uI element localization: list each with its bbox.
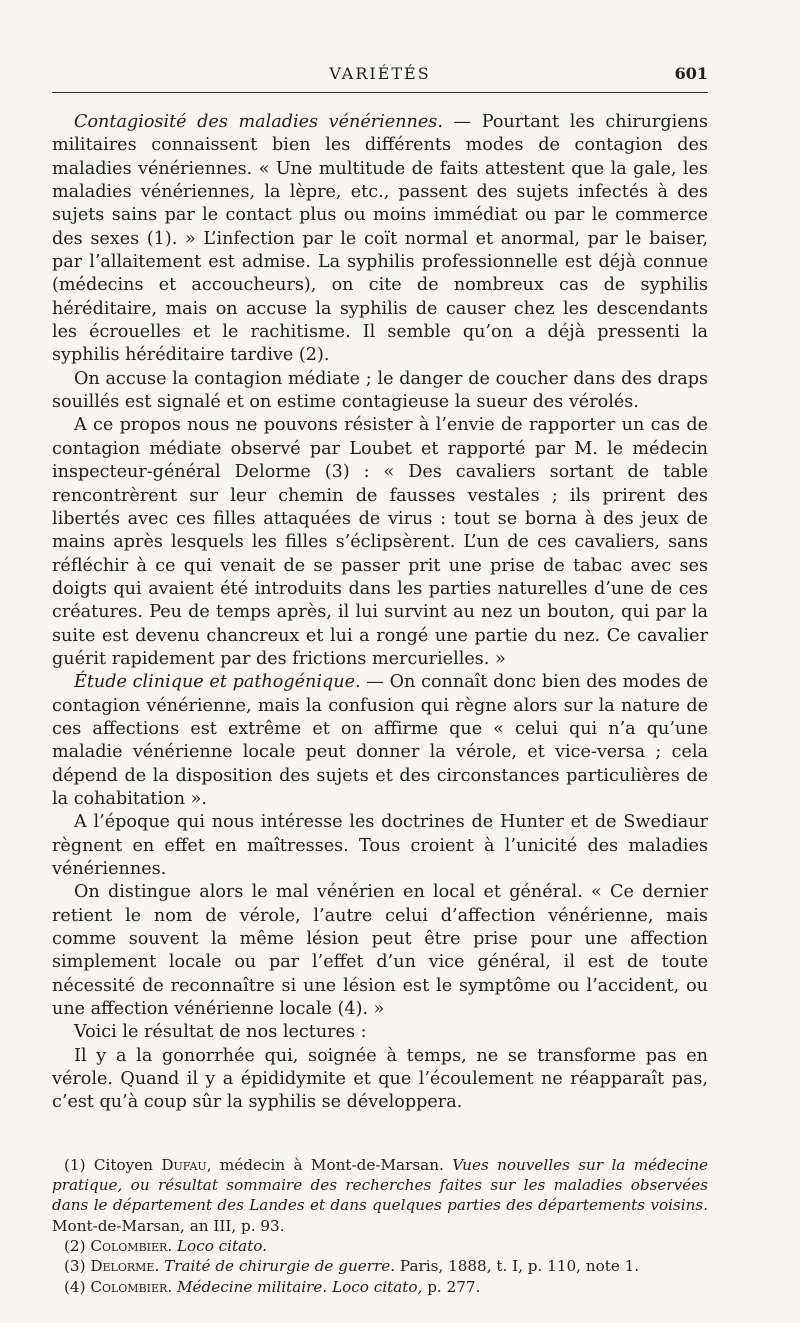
- paragraph: [52, 671, 708, 811]
- footnote-author: Colombier: [90, 1236, 168, 1255]
- footnote-tail: Mont-de-Marsan, an III, p. 93.: [52, 1216, 285, 1235]
- section-heading: Étude clinique et pathogénique.: [74, 672, 361, 693]
- paragraph: [52, 1021, 708, 1044]
- paragraph: [52, 881, 708, 1021]
- paragraph-text: — Pourtant les chirurgiens militaires connaissent bien les différents modes de contagion des maladies vénériennes. « Une multitude de faits attestent que la gale, les maladies vénériennes, la lèpre, etc., passent des sujets infectés à des sujets sains par le contact plus ou moins immédiat ou par le commerce des sexes (1). » L’infection par le coït normal et anormal, par le baiser, par l’allaitement est admise. La syphilis professionnelle est déjà connue (médecins et accoucheurs), on cite de nombreux cas de syphilis héréditaire, mais on accuse la syphilis de causer chez les descendants les écrouelles et le rachitisme. Il semble qu’on a déjà pressenti la syphilis héréditaire tardive (2).: [52, 112, 709, 366]
- footnote-title: Traité de chirurgie de guerre.: [164, 1257, 396, 1276]
- paragraph: [52, 1045, 708, 1115]
- paragraph-text: Voici le résultat de nos lectures :: [74, 1022, 367, 1043]
- running-title: VARIÉTÉS: [329, 64, 431, 83]
- body-text: [52, 111, 708, 1115]
- footnote-author: Delorme: [90, 1257, 155, 1276]
- footnote-text: .: [167, 1277, 177, 1296]
- footnote-title: Loco citato.: [176, 1236, 268, 1255]
- paragraph-text: On distingue alors le mal vénérien en local et général. « Ce dernier retient le nom de vérole, l’autre celui d’affection vénérienne, mais comme souvent la même lésion peut être prise pour une affection simplement locale ou par l’effet d’un vice général, il est de toute nécessité de reconnaître si une lésion est le symptôme ou l’accident, ou une affection vénérienne locale (4). »: [52, 882, 708, 1020]
- paragraph: [52, 414, 708, 671]
- footnote-text: .: [154, 1257, 165, 1276]
- footnote: [52, 1155, 708, 1236]
- paragraph-text: A ce propos nous ne pouvons résister à l’envie de rapporter un cas de contagion médiate observé par Loubet et rapporté par M. le médecin inspecteur-général Delorme (3) : « Des cavaliers sortant de table rencontrèrent sur leur chemin de fausses vestales ; ils prirent des libertés avec ces filles attaquées de virus : tout se borna à des jeux de mains après lesquels les filles s’éclipsèrent. L’un de ces cavaliers, sans réfléchir à ce qui venait de se passer prit une prise de tabac avec ses doigts qui avaient été introduits dans les parties naturelles d’une de ces créatures. Peu de temps après, il lui survint au nez un bouton, qui par la suite est devenu chancreux et lui a rongé une partie du nez. Ce cavalier guérit rapidement par des frictions mercurielles. »: [52, 415, 708, 669]
- footnote-marker: (4): [64, 1277, 91, 1296]
- page-number: 601: [674, 64, 708, 83]
- running-header: [52, 56, 708, 93]
- section-heading: Contagiosité des maladies vénériennes.: [74, 112, 443, 132]
- paragraph-text: On accuse la contagion médiate ; le danger de coucher dans des draps souillés est signalé et on estime contagieuse la sueur des vérolés.: [52, 368, 708, 413]
- paragraph-text: A l’époque qui nous intéresse les doctrines de Hunter et de Swediaur règnent en effet en maîtresses. Tous croient à l’unicité des maladies vénériennes.: [52, 812, 708, 879]
- footnote-marker: (2): [64, 1236, 91, 1255]
- footnote-text: , médecin à Mont-de-Marsan.: [206, 1155, 453, 1174]
- paragraph-text: Il y a la gonorrhée qui, soignée à temps, ne se transforme pas en vérole. Quand il y a épididymite et que l’écoulement ne réapparaît pas, c’est qu’à coup sûr la syphilis se développera.: [52, 1045, 708, 1113]
- footnote-author: Dufau: [161, 1155, 207, 1174]
- page: [52, 56, 708, 1297]
- paragraph-text: — On connaît donc bien des modes de contagion vénérienne, mais la confusion qui règne alors sur la nature de ces affections est extrême et on affirme que « celui qui n’a qu’une maladie vénérienne locale peut donner la vérole, et vice-versa ; cela dépend de la disposition des sujets et des circonstances particulières de la cohabitation ».: [52, 672, 708, 809]
- footnote-author: Colombier: [90, 1277, 168, 1296]
- paragraph: [52, 368, 708, 415]
- footnotes: [52, 1155, 708, 1297]
- paragraph: [52, 811, 708, 881]
- paragraph: [52, 111, 708, 368]
- footnote-marker: (3): [64, 1257, 91, 1276]
- footnote-text: .: [167, 1236, 177, 1255]
- footnote-title: Vues nouvelles sur la médecine pratique, ou résultat sommaire des recherches faites sur les maladies observées dans le département des Landes et dans quelques parties des départements voisins.: [52, 1155, 708, 1215]
- footnote-marker: (1) Citoyen: [64, 1155, 162, 1174]
- footnote: [52, 1277, 708, 1297]
- footnote-title: Médecine militaire. Loco citato,: [176, 1277, 423, 1296]
- footnote-tail: p. 277.: [422, 1277, 481, 1296]
- footnote: [52, 1256, 708, 1276]
- footnote: [52, 1236, 708, 1256]
- footnote-tail: Paris, 1888, t. I, p. 110, note 1.: [395, 1257, 640, 1276]
